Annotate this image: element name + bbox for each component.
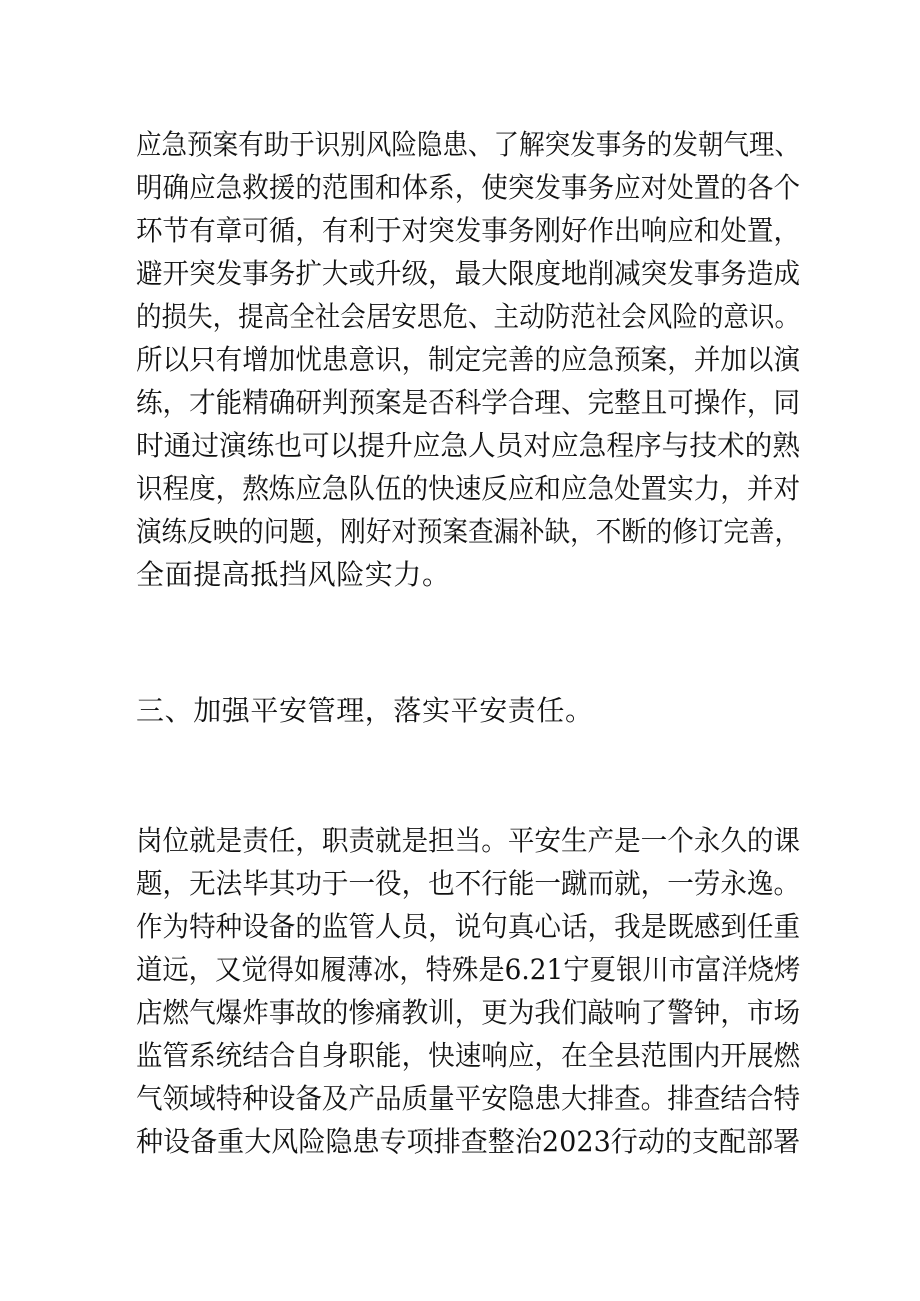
text-line: 全面提高抵挡风险实力。 [136,558,451,591]
text-line: 明确应急救援的范围和体系，使突发事务应对处置的各个 [136,171,801,204]
text-line: 避开突发事务扩大或升级，最大限度地削减突发事务造成 [136,257,801,290]
text-line: 道远，又觉得如履薄冰，特殊是6.21宁夏银川市富洋烧烤 [136,953,801,986]
text-line: 的损失，提高全社会居安思危、主动防范社会风险的意识。 [136,300,801,333]
text-line: 识程度，熬炼应急队伍的快速反应和应急处置实力，并对 [136,472,801,505]
text-line: 应急预案有助于识别风险隐患、了解突发事务的发朝气理、 [136,128,801,161]
text-line: 气领域特种设备及产品质量平安隐患大排查。排查结合特 [136,1082,801,1115]
text-line: 题，无法毕其功于一役，也不行能一蹴而就，一劳永逸。 [136,867,801,900]
text-line: 种设备重大风险隐患专项排查整治2023行动的支配部署 [136,1125,801,1158]
text-line: 演练反映的问题，刚好对预案查漏补缺，不断的修订完善， [136,515,801,548]
text-line: 时通过演练也可以提升应急人员对应急程序与技术的熟 [136,429,801,462]
text-line: 作为特种设备的监管人员，说句真心话，我是既感到任重 [136,910,801,943]
section-heading: 三、加强平安管理，落实平安责任。 [136,694,594,727]
text-line: 环节有章可循，有利于对突发事务刚好作出响应和处置， [136,214,801,247]
text-line: 岗位就是责任，职责就是担当。平安生产是一个永久的课 [136,824,801,857]
text-line: 监管系统结合自身职能，快速响应，在全县范围内开展燃 [136,1039,801,1072]
text-line: 练，才能精确研判预案是否科学合理、完整且可操作，同 [136,386,801,419]
text-line: 所以只有增加忧患意识，制定完善的应急预案，并加以演 [136,343,801,376]
text-line: 店燃气爆炸事故的惨痛教训，更为我们敲响了警钟，市场 [136,996,801,1029]
